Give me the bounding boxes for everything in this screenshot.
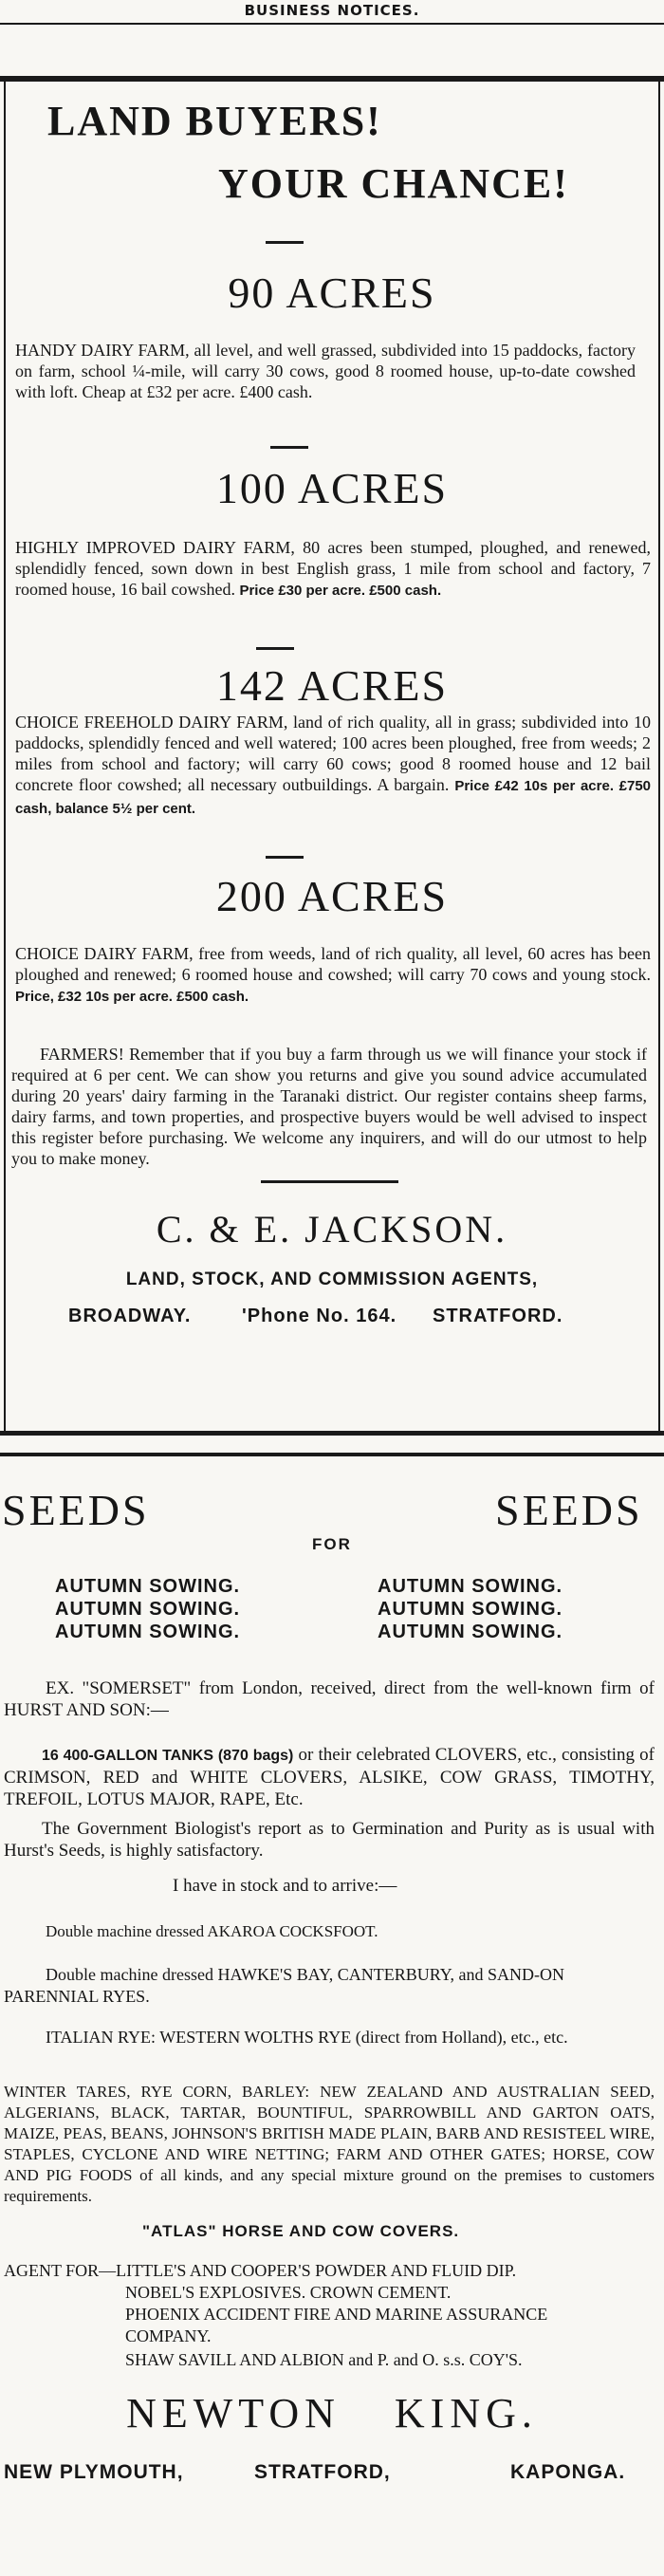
listing-description: HIGHLY IMPROVED DAIRY FARM, 80 acres been stumped, ploughed, and renewed, splendidly fenced, sown down in best English grass, 1 mile from school and factory, 7 roomed house, 16 bail cowshed. Price £30 per acre. £500 cash. — [15, 538, 651, 599]
farmers-note: FARMERS! Remember that if you buy a farm through us we will finance your stock if required at 6 per cent. We can show you returns and give you sound advice accumulated during 20 years' dairy farming in the Taranaki district. Our register contains sheep farms, dairy farms, and town properties, and prospective buyers would be well advised to inspect this register before purchasing. We welcome any inquirers, and will do our utmost to help you to make money. — [11, 1045, 647, 1168]
town-new-plymouth: NEW PLYMOUTH, — [4, 2461, 184, 2483]
agent-line: SHAW SAVILL AND ALBION and P. and O. s.s. COY'S. — [125, 2350, 523, 2369]
newton-king-name: NEWTON KING. — [126, 2390, 538, 2437]
seeds-heading-right: SEEDS — [495, 1486, 643, 1534]
divider — [256, 647, 294, 650]
listing-acres: 200 ACRES — [215, 872, 449, 920]
listing-acres: 90 ACRES — [228, 269, 436, 317]
jackson-bottom-rule — [0, 1431, 664, 1436]
italian-rye-line: ITALIAN RYE: WESTERN WOLTHS RYE (direct from Holland), etc., etc. — [46, 2028, 568, 2047]
listing-price: Price £30 per acre. £500 cash. — [239, 583, 442, 599]
town-stratford: STRATFORD, — [254, 2461, 391, 2483]
biologist-text: The Government Biologist's report as to Germination and Purity as is usual with Hurst's Seeds, is highly satisfactory. — [4, 1819, 655, 1861]
listing-price: Price, £32 10s per acre. £500 cash. — [15, 989, 249, 1005]
winter-tares-text: WINTER TARES, RYE CORN, BARLEY: NEW ZEALAND AND AUSTRALIAN SEED, ALGERIANS, BLACK, TARTAR, BOUNTIFUL, SPARROWBILL AND GARTON OATS, MAIZE, PEAS, BEANS, JOHNSON'S BRITISH MADE PLAIN, BARB AND RESISTEEL WIRE, STAPLES, CYCLONE AND WIRE NETTING; FARM AND OTHER GATES; HORSE, COW AND PIG FOODS of all kinds, and any special mixture ground on the premises to customers requirements. — [4, 2083, 655, 2205]
cocksfoot-line: Double machine dressed AKAROA COCKSFOOT. — [46, 1922, 378, 1940]
headline-your-chance: YOUR CHANCE! — [218, 160, 569, 207]
jackson-firm-name: C. & E. JACKSON. — [156, 1208, 508, 1251]
seeds-heading-left: SEEDS — [2, 1486, 150, 1534]
agent-line: COMPANY. — [125, 2326, 212, 2345]
agent-line: AGENT FOR—LITTLE'S AND COOPER'S POWDER AND FLUID DIP. — [4, 2261, 517, 2280]
hawkes-bay-line: Double machine dressed HAWKE'S BAY, CANTERBURY, and SAND-ON PARENNIAL RYES. — [4, 1965, 564, 2006]
jackson-firm-subtitle: LAND, STOCK, AND COMMISSION AGENTS, — [125, 1269, 539, 1289]
divider — [270, 446, 308, 449]
headline-land-buyers: LAND BUYERS! — [47, 98, 382, 144]
jackson-phone: 'Phone No. 164. — [242, 1306, 397, 1326]
listing-description: CHOICE FREEHOLD DAIRY FARM, land of rich quality, all in grass; subdivided into 10 paddocks, splendidly fenced and well watered; 100 acres been ploughed, free from weeds; 2 miles from school and factory; will carry 60 cows; good 8 roomed house and 12 bail concrete floor cowshed; all necessary outbuildings. A bargain. Price £42 10s per acre. £750 cash, balance 5½ per cent. — [15, 713, 652, 817]
listing-price: Price £42 10s per acre. £750 cash, balance 5½ per cent. — [15, 778, 652, 817]
tanks-lead: 16 400-GALLON TANKS (870 bags) — [42, 1748, 294, 1764]
jackson-address-town: STRATFORD. — [433, 1306, 563, 1326]
autumn-sowing-column-right: AUTUMN SOWING. AUTUMN SOWING. AUTUMN SOWING. — [378, 1576, 563, 1642]
divider — [261, 1180, 398, 1183]
divider — [266, 856, 304, 859]
stock-intro: I have in stock and to arrive:— — [173, 1876, 397, 1896]
autumn-sowing-column-left: AUTUMN SOWING. AUTUMN SOWING. AUTUMN SOWING. — [55, 1576, 241, 1642]
intro-text: EX. "SOMERSET" from London, received, direct from the well-known firm of HURST AND SON:— — [4, 1678, 655, 1720]
atlas-covers: "ATLAS" HORSE AND COW COVERS. — [142, 2222, 460, 2240]
section-header: BUSINESS NOTICES. — [244, 2, 420, 19]
tanks-text: 16 400-GALLON TANKS (870 bags) or their celebrated CLOVERS, etc., consisting of CRIMSON, RED and WHITE CLOVERS, ALSIKE, COW GRASS, TIMOTHY, TREFOIL, LOTUS MAJOR, RAPE, Etc. — [4, 1745, 655, 1809]
town-kaponga: KAPONGA. — [510, 2461, 626, 2483]
listing-acres: 100 ACRES — [215, 464, 449, 512]
header-rule — [0, 23, 664, 25]
listing-acres: 142 ACRES — [215, 661, 449, 710]
jackson-address-street: BROADWAY. — [68, 1306, 192, 1326]
newton-top-rule — [0, 1453, 664, 1456]
listing-description: CHOICE DAIRY FARM, free from weeds, land of rich quality, all level, 60 acres has been ploughed and renewed; 6 roomed house and cowshed; will carry 70 cows and young stock. Price, £32 10s per acre. £500 cash. — [15, 944, 651, 1005]
agent-line: NOBEL'S EXPLOSIVES. CROWN CEMENT. — [125, 2283, 452, 2302]
agent-line: PHOENIX ACCIDENT FIRE AND MARINE ASSURANCE — [125, 2305, 548, 2324]
listing-description: HANDY DAIRY FARM, all level, and well grassed, subdivided into 15 paddocks, factory on farm, school ¼-mile, will carry 30 cows, good 8 roomed house, up-to-date cowshed with loft. Cheap at £32 per acre. £400 cash. — [15, 341, 636, 401]
for-label: FOR — [312, 1535, 352, 1553]
divider — [266, 241, 304, 244]
